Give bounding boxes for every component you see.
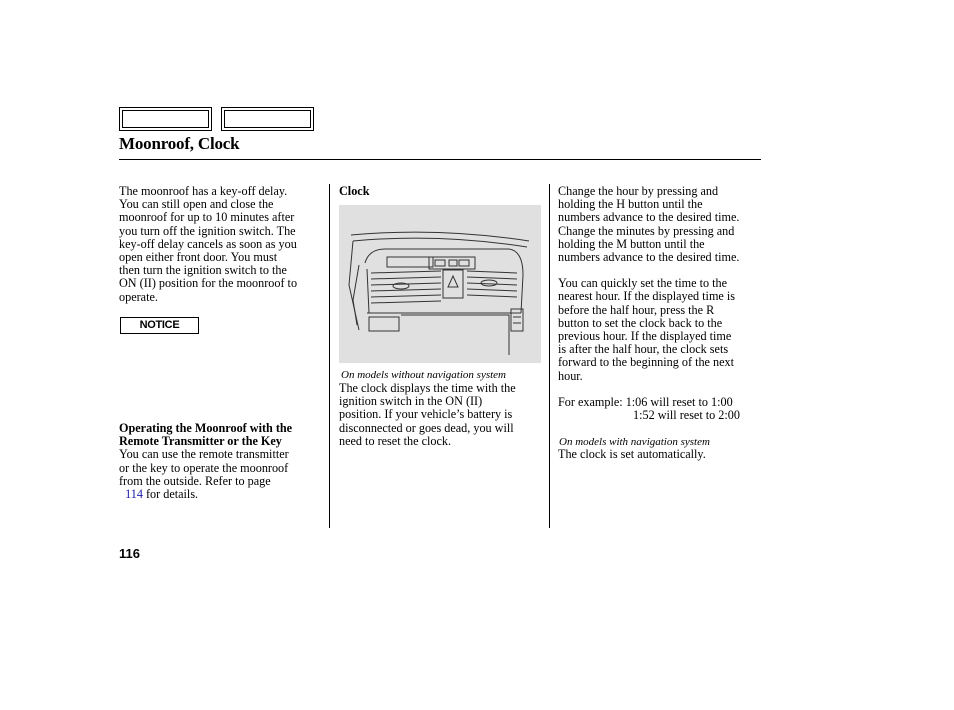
right-column xyxy=(558,185,768,422)
text-line: ignition switch in the ON (II) xyxy=(339,394,483,409)
text-line: numbers advance to the desired time. xyxy=(558,210,740,225)
text-line: numbers advance to the desired time. xyxy=(558,250,740,265)
notice-badge: NOTICE xyxy=(120,317,199,334)
moonroof-delay-paragraph xyxy=(119,185,324,304)
text-line: before the half hour, press the R xyxy=(558,302,715,317)
header-tab-box-right xyxy=(221,107,314,131)
column-divider-left xyxy=(329,184,330,528)
reset-hour-paragraph xyxy=(558,277,768,383)
clock-paragraph xyxy=(339,382,544,448)
left-column-lower xyxy=(119,422,324,501)
text-line: disconnected or goes dead, you will xyxy=(339,420,514,435)
text-line: ON (II) position for the moonroof to xyxy=(119,276,298,291)
text-line: Operating the Moonroof with the xyxy=(119,421,293,435)
clock-dashboard-illustration xyxy=(339,205,541,363)
text-line: key-off delay cancels as soon as you xyxy=(119,236,297,251)
text-line: hour. xyxy=(558,368,583,383)
text-line: need to reset the clock. xyxy=(339,433,452,448)
caption-without-nav: On models without navigation system xyxy=(341,369,506,381)
text-line: position. If your vehicle’s battery is xyxy=(339,407,513,422)
text-line: is after the half hour, the clock sets xyxy=(558,342,729,357)
text-line: You can use the remote transmitter xyxy=(119,447,289,462)
text-line: operate. xyxy=(119,289,158,304)
example-line: 1:52 will reset to 2:00 xyxy=(633,408,740,423)
text-line: then turn the ignition switch to the xyxy=(119,263,287,278)
left-column xyxy=(119,185,324,304)
example-line: 1:06 will reset to 1:00 xyxy=(625,394,733,409)
text-line: The moonroof has a key-off delay. xyxy=(119,184,288,198)
text-line: Remote Transmitter or the Key xyxy=(119,434,282,449)
caption-with-nav: On models with navigation system xyxy=(559,436,710,448)
clock-heading: Clock xyxy=(339,184,370,198)
text-line: or the key to operate the moonroof xyxy=(119,460,289,475)
text-line: button to set the clock back to the xyxy=(558,315,723,330)
text-line: You can quickly set the time to the xyxy=(558,276,728,291)
remote-subheading xyxy=(119,422,324,448)
remote-paragraph xyxy=(119,448,324,501)
text-line: you turn off the ignition switch. The xyxy=(119,223,296,238)
text-line: forward to the beginning of the next xyxy=(558,355,734,370)
title-rule xyxy=(119,159,761,160)
text-line: open either front door. You must xyxy=(119,250,278,265)
text-line: from the outside. Refer to page xyxy=(119,473,271,488)
text-line: previous hour. If the displayed time xyxy=(558,329,732,344)
text-line: holding the H button until the xyxy=(558,197,703,212)
example-label: For example: xyxy=(558,394,623,409)
example-block xyxy=(558,396,768,422)
page-title: Moonroof, Clock xyxy=(119,134,240,153)
set-hour-minute-paragraph xyxy=(558,185,768,264)
dashboard-drawing xyxy=(339,205,541,363)
page-reference-link[interactable]: 114 xyxy=(125,487,143,502)
text-line: nearest hour. If the displayed time is xyxy=(558,289,736,304)
page-number: 116 xyxy=(119,546,140,561)
column-divider-right xyxy=(549,184,550,528)
auto-set-text: The clock is set automatically. xyxy=(558,447,706,461)
text-line: You can still open and close the xyxy=(119,197,274,212)
text-line: The clock displays the time with the xyxy=(339,381,516,395)
text-line: moonroof for up to 10 minutes after xyxy=(119,210,295,225)
text-line: for details. xyxy=(145,487,199,502)
text-line: Change the minutes by pressing and xyxy=(558,223,735,238)
text-line: Change the hour by pressing and xyxy=(558,184,719,198)
header-tab-box-left xyxy=(119,107,212,131)
text-line: holding the M button until the xyxy=(558,236,705,251)
